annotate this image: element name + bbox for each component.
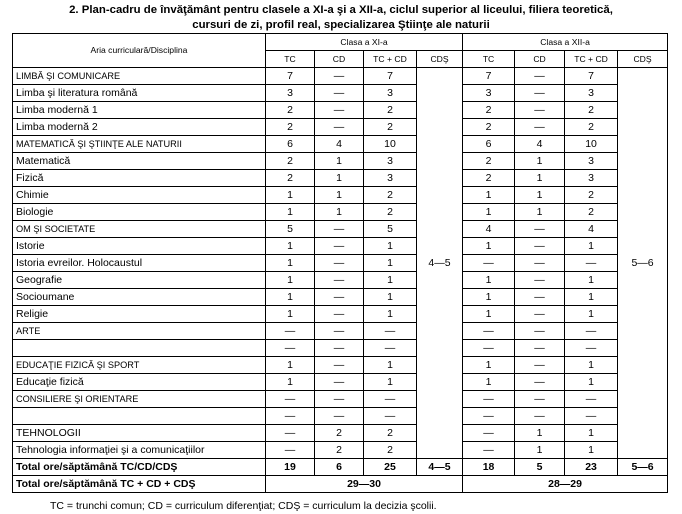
table-row bbox=[13, 340, 668, 357]
cell-cd-12: — bbox=[515, 289, 565, 306]
header-tc-11: TC bbox=[266, 51, 315, 68]
cell-tccd-12: 10 bbox=[565, 136, 618, 153]
cell-cd-12: — bbox=[515, 374, 565, 391]
cell-tccd-11: — bbox=[364, 408, 417, 425]
discipline-name: Geografie bbox=[13, 272, 266, 289]
cell-tc-11: 1 bbox=[266, 374, 315, 391]
cell-tc-11: — bbox=[266, 442, 315, 459]
total-1-cd-11: 6 bbox=[315, 459, 364, 476]
cell-tc-11: 2 bbox=[266, 119, 315, 136]
total-1-tccd-11: 25 bbox=[364, 459, 417, 476]
discipline-name bbox=[13, 340, 266, 357]
cell-cd-11: — bbox=[315, 68, 364, 85]
cell-tc-12: 1 bbox=[463, 272, 515, 289]
table-row bbox=[13, 408, 668, 425]
cell-cd-11: — bbox=[315, 119, 364, 136]
table-row bbox=[13, 238, 668, 255]
cell-tccd-11: 10 bbox=[364, 136, 417, 153]
header-tccd-11: TC + CD bbox=[364, 51, 417, 68]
footnote: TC = trunchi comun; CD = curriculum diferenţiat; CDŞ = curriculum la decizia şcolii. bbox=[50, 500, 437, 512]
cell-tc-11: — bbox=[266, 408, 315, 425]
cell-tccd-12: 1 bbox=[565, 357, 618, 374]
header-cds-11: CDŞ bbox=[417, 51, 463, 68]
cell-tccd-11: 1 bbox=[364, 238, 417, 255]
discipline-name: Tehnologia informaţiei şi a comunicaţiilor bbox=[13, 442, 266, 459]
cell-tccd-12: 3 bbox=[565, 85, 618, 102]
table-row bbox=[13, 374, 668, 391]
cell-cd-11: — bbox=[315, 238, 364, 255]
cell-tc-12: 7 bbox=[463, 68, 515, 85]
total-1-tccd-12: 23 bbox=[565, 459, 618, 476]
cell-tc-11: 2 bbox=[266, 153, 315, 170]
cell-tccd-12: 3 bbox=[565, 170, 618, 187]
table-row bbox=[13, 442, 668, 459]
cell-cd-11: — bbox=[315, 221, 364, 238]
cell-tc-12: — bbox=[463, 425, 515, 442]
total-1-label: Total ore/săptămână TC/CD/CDŞ bbox=[13, 459, 266, 476]
cell-cd-12: — bbox=[515, 408, 565, 425]
cell-tc-12: 1 bbox=[463, 374, 515, 391]
cell-tc-11: 1 bbox=[266, 272, 315, 289]
cell-tc-12: 2 bbox=[463, 153, 515, 170]
cell-cd-12: — bbox=[515, 221, 565, 238]
cell-cd-12: — bbox=[515, 119, 565, 136]
total-1-tc-11: 19 bbox=[266, 459, 315, 476]
cell-tc-11: — bbox=[266, 391, 315, 408]
cell-cd-11: 1 bbox=[315, 187, 364, 204]
cell-cd-12: — bbox=[515, 306, 565, 323]
cell-tc-11: — bbox=[266, 323, 315, 340]
cell-cd-11: 2 bbox=[315, 442, 364, 459]
cell-tccd-12: — bbox=[565, 255, 618, 272]
total-2-clasa-11: 29—30 bbox=[266, 476, 463, 493]
cell-tc-12: 1 bbox=[463, 357, 515, 374]
cell-tccd-12: — bbox=[565, 408, 618, 425]
cell-tccd-11: 5 bbox=[364, 221, 417, 238]
cell-tc-12: 1 bbox=[463, 187, 515, 204]
cell-tccd-12: 2 bbox=[565, 204, 618, 221]
cell-tc-12: — bbox=[463, 442, 515, 459]
discipline-name: ARTE bbox=[13, 323, 266, 340]
cell-tccd-11: 2 bbox=[364, 119, 417, 136]
cds-11-value: 4—5 bbox=[417, 68, 463, 459]
cell-tc-11: 2 bbox=[266, 170, 315, 187]
cell-tccd-12: 1 bbox=[565, 272, 618, 289]
cell-tccd-12: 3 bbox=[565, 153, 618, 170]
cell-tccd-12: — bbox=[565, 391, 618, 408]
discipline-name: Chimie bbox=[13, 187, 266, 204]
table-row bbox=[13, 221, 668, 238]
discipline-name: Limba modernă 1 bbox=[13, 102, 266, 119]
cell-cd-11: — bbox=[315, 289, 364, 306]
total-1-cds-12: 5—6 bbox=[618, 459, 668, 476]
header-cd-11: CD bbox=[315, 51, 364, 68]
cell-cd-11: — bbox=[315, 323, 364, 340]
cell-tc-11: 1 bbox=[266, 187, 315, 204]
table-row bbox=[13, 391, 668, 408]
cell-tc-12: 2 bbox=[463, 170, 515, 187]
cell-tc-11: 1 bbox=[266, 306, 315, 323]
cell-tccd-11: 3 bbox=[364, 153, 417, 170]
discipline-name: Socioumane bbox=[13, 289, 266, 306]
header-aria: Aria curriculară/Disciplina bbox=[13, 34, 266, 68]
cell-cd-11: — bbox=[315, 85, 364, 102]
discipline-name: Educaţie fizică bbox=[13, 374, 266, 391]
cell-cd-11: 1 bbox=[315, 204, 364, 221]
cell-cd-11: — bbox=[315, 374, 364, 391]
cell-tc-11: 6 bbox=[266, 136, 315, 153]
cell-tc-11: 1 bbox=[266, 255, 315, 272]
table-row bbox=[13, 306, 668, 323]
table-row bbox=[13, 323, 668, 340]
cell-tc-11: 1 bbox=[266, 357, 315, 374]
cell-cd-12: 1 bbox=[515, 187, 565, 204]
table-body bbox=[13, 68, 668, 459]
cell-tccd-11: 7 bbox=[364, 68, 417, 85]
cell-tccd-11: 1 bbox=[364, 306, 417, 323]
cell-cd-12: — bbox=[515, 102, 565, 119]
table-row bbox=[13, 272, 668, 289]
document-title bbox=[0, 3, 682, 33]
table-row bbox=[13, 204, 668, 221]
cell-tccd-11: — bbox=[364, 323, 417, 340]
cell-tccd-11: — bbox=[364, 391, 417, 408]
cell-tccd-11: 2 bbox=[364, 204, 417, 221]
discipline-name: TEHNOLOGII bbox=[13, 425, 266, 442]
cell-cd-12: 1 bbox=[515, 425, 565, 442]
title-line-2: cursuri de zi, profil real, specializarea Ştiinţe ale naturii bbox=[192, 19, 490, 31]
header-cds-12: CDŞ bbox=[618, 51, 668, 68]
cell-tc-11: 1 bbox=[266, 204, 315, 221]
total-row-2 bbox=[13, 476, 668, 493]
cell-cd-11: 4 bbox=[315, 136, 364, 153]
cell-cd-11: — bbox=[315, 357, 364, 374]
table-row bbox=[13, 136, 668, 153]
cell-tccd-12: 4 bbox=[565, 221, 618, 238]
cell-cd-12: 1 bbox=[515, 170, 565, 187]
header-tc-12: TC bbox=[463, 51, 515, 68]
table-row bbox=[13, 119, 668, 136]
cell-tc-11: 1 bbox=[266, 238, 315, 255]
cell-cd-12: 1 bbox=[515, 442, 565, 459]
discipline-name: Religie bbox=[13, 306, 266, 323]
cell-tc-12: 1 bbox=[463, 306, 515, 323]
cell-tc-12: 1 bbox=[463, 289, 515, 306]
header-clasa-11: Clasa a XI-a bbox=[266, 34, 463, 51]
cell-tccd-11: 1 bbox=[364, 357, 417, 374]
cell-cd-12: 1 bbox=[515, 153, 565, 170]
cell-cd-11: — bbox=[315, 408, 364, 425]
cell-tccd-12: 1 bbox=[565, 374, 618, 391]
discipline-name: Istorie bbox=[13, 238, 266, 255]
discipline-name bbox=[13, 408, 266, 425]
cell-tc-11: — bbox=[266, 340, 315, 357]
cell-tc-12: 4 bbox=[463, 221, 515, 238]
cell-tccd-11: — bbox=[364, 340, 417, 357]
cell-cd-12: — bbox=[515, 255, 565, 272]
cell-cd-11: 2 bbox=[315, 425, 364, 442]
cell-cd-11: — bbox=[315, 255, 364, 272]
cell-cd-12: 1 bbox=[515, 204, 565, 221]
discipline-name: CONSILIERE ŞI ORIENTARE bbox=[13, 391, 266, 408]
cell-cd-11: 1 bbox=[315, 153, 364, 170]
cell-tc-12: 2 bbox=[463, 102, 515, 119]
total-row-1 bbox=[13, 459, 668, 476]
cell-tccd-12: 1 bbox=[565, 425, 618, 442]
discipline-name: LIMBĂ ŞI COMUNICARE bbox=[13, 68, 266, 85]
cell-tccd-12: 2 bbox=[565, 102, 618, 119]
cell-cd-11: — bbox=[315, 391, 364, 408]
cell-tc-11: 1 bbox=[266, 289, 315, 306]
cds-12-value: 5—6 bbox=[618, 68, 668, 459]
cell-tc-12: 6 bbox=[463, 136, 515, 153]
cell-cd-12: — bbox=[515, 272, 565, 289]
cell-tc-12: 1 bbox=[463, 238, 515, 255]
cell-cd-11: — bbox=[315, 340, 364, 357]
cell-cd-11: — bbox=[315, 272, 364, 289]
cell-tccd-11: 1 bbox=[364, 374, 417, 391]
discipline-name: Matematică bbox=[13, 153, 266, 170]
cell-tccd-12: 1 bbox=[565, 238, 618, 255]
cell-tccd-12: 2 bbox=[565, 119, 618, 136]
total-1-cds-11: 4—5 bbox=[417, 459, 463, 476]
discipline-name: Limba şi literatura română bbox=[13, 85, 266, 102]
discipline-name: Fizică bbox=[13, 170, 266, 187]
cell-cd-12: — bbox=[515, 238, 565, 255]
cell-tccd-11: 2 bbox=[364, 102, 417, 119]
total-2-clasa-12: 28—29 bbox=[463, 476, 668, 493]
cell-tccd-11: 3 bbox=[364, 85, 417, 102]
discipline-name: MATEMATICĂ ŞI ŞTIINŢE ALE NATURII bbox=[13, 136, 266, 153]
header-tccd-12: TC + CD bbox=[565, 51, 618, 68]
cell-tccd-11: 3 bbox=[364, 170, 417, 187]
cell-tccd-12: — bbox=[565, 340, 618, 357]
table-row bbox=[13, 102, 668, 119]
cell-tccd-12: 2 bbox=[565, 187, 618, 204]
cell-tccd-12: 1 bbox=[565, 306, 618, 323]
total-1-cd-12: 5 bbox=[515, 459, 565, 476]
cell-cd-12: — bbox=[515, 391, 565, 408]
cell-tc-11: — bbox=[266, 425, 315, 442]
cell-cd-12: — bbox=[515, 340, 565, 357]
table-row bbox=[13, 425, 668, 442]
cell-cd-11: — bbox=[315, 102, 364, 119]
cell-tccd-11: 2 bbox=[364, 442, 417, 459]
cell-tccd-12: — bbox=[565, 323, 618, 340]
table-row bbox=[13, 85, 668, 102]
cell-tccd-12: 1 bbox=[565, 442, 618, 459]
cell-tccd-11: 2 bbox=[364, 187, 417, 204]
cell-tc-12: — bbox=[463, 391, 515, 408]
cell-cd-11: 1 bbox=[315, 170, 364, 187]
discipline-name: Limba modernă 2 bbox=[13, 119, 266, 136]
cell-tc-12: — bbox=[463, 408, 515, 425]
discipline-name: Biologie bbox=[13, 204, 266, 221]
table-row bbox=[13, 170, 668, 187]
cell-cd-12: — bbox=[515, 68, 565, 85]
discipline-name: OM ŞI SOCIETATE bbox=[13, 221, 266, 238]
cell-tccd-11: 1 bbox=[364, 272, 417, 289]
cell-tc-12: 3 bbox=[463, 85, 515, 102]
header-cd-12: CD bbox=[515, 51, 565, 68]
cell-tccd-11: 1 bbox=[364, 289, 417, 306]
table-row bbox=[13, 255, 668, 272]
cell-tc-11: 2 bbox=[266, 102, 315, 119]
cell-tc-12: 1 bbox=[463, 204, 515, 221]
cell-tc-12: — bbox=[463, 340, 515, 357]
table-row bbox=[13, 357, 668, 374]
table-row bbox=[13, 68, 668, 85]
discipline-name: EDUCAŢIE FIZICĂ ŞI SPORT bbox=[13, 357, 266, 374]
total-1-tc-12: 18 bbox=[463, 459, 515, 476]
table-row bbox=[13, 187, 668, 204]
cell-cd-12: — bbox=[515, 357, 565, 374]
cell-tccd-11: 1 bbox=[364, 255, 417, 272]
table-row bbox=[13, 289, 668, 306]
table-row bbox=[13, 153, 668, 170]
cell-tc-11: 3 bbox=[266, 85, 315, 102]
cell-tccd-12: 7 bbox=[565, 68, 618, 85]
total-2-label: Total ore/săptămână TC + CD + CDŞ bbox=[13, 476, 266, 493]
cell-tc-11: 7 bbox=[266, 68, 315, 85]
cell-tccd-11: 2 bbox=[364, 425, 417, 442]
cell-cd-12: — bbox=[515, 323, 565, 340]
cell-cd-11: — bbox=[315, 306, 364, 323]
header-clasa-12: Clasa a XII-a bbox=[463, 34, 668, 51]
cell-tccd-12: 1 bbox=[565, 289, 618, 306]
discipline-name: Istoria evreilor. Holocaustul bbox=[13, 255, 266, 272]
title-line-1: 2. Plan-cadru de învăţământ pentru clasele a XI-a şi a XII-a, ciclul superior al liceului, filiera teoretică, bbox=[69, 4, 613, 16]
curriculum-table bbox=[12, 33, 668, 493]
cell-cd-12: — bbox=[515, 85, 565, 102]
cell-cd-12: 4 bbox=[515, 136, 565, 153]
cell-tc-12: — bbox=[463, 323, 515, 340]
cell-tc-12: — bbox=[463, 255, 515, 272]
cell-tc-12: 2 bbox=[463, 119, 515, 136]
cell-tc-11: 5 bbox=[266, 221, 315, 238]
